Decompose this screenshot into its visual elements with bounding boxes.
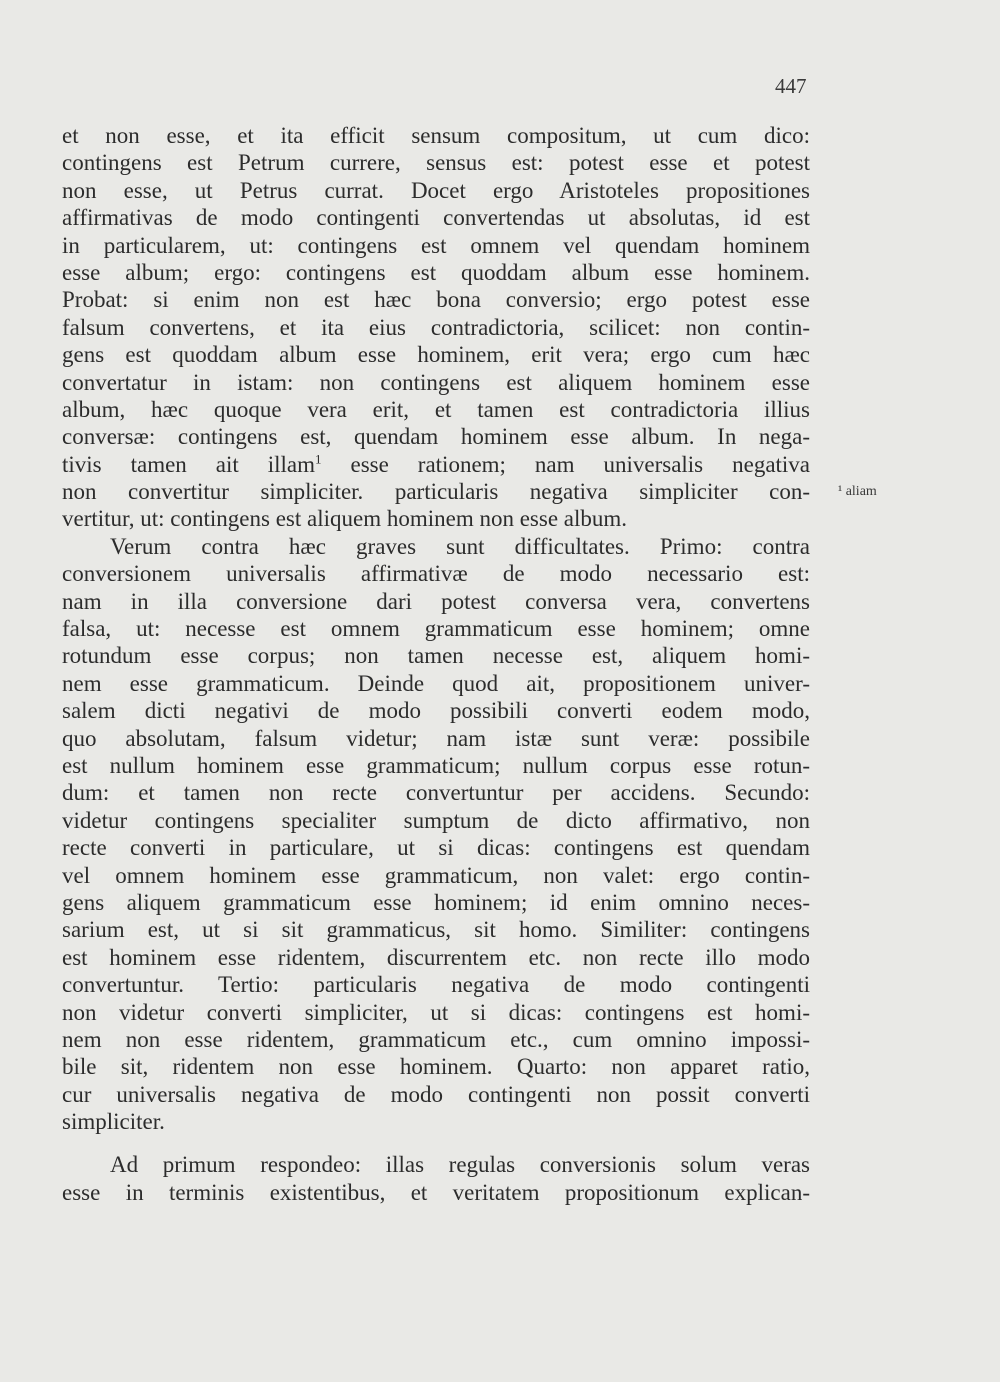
text-line: conversæ: contingens est, quendam hominem esse album. In nega- [62, 424, 810, 450]
text-segment: esse rationem; nam universalis negativa [350, 451, 811, 477]
text-line: recte converti in particulare, ut si dicas: contingens est quendam [62, 835, 810, 861]
text-line: Ad primum respondeo: illas regulas conversionis solum veras [110, 1152, 810, 1178]
text-line: simpliciter. [62, 1109, 165, 1135]
text-line: non videtur converti simpliciter, ut si dicas: contingens est homi- [62, 999, 810, 1025]
text-line: non esse, ut Petrus currat. Docet ergo Aristoteles propositiones [62, 177, 810, 203]
text-line: vertitur, ut: contingens est aliquem hominem non esse album. [62, 506, 628, 532]
text-line: nem non esse ridentem, grammaticum etc., cum omnino impossi- [62, 1026, 810, 1052]
text-line: rotundum esse corpus; non tamen necesse est, aliquem homi- [62, 643, 810, 669]
text-line: gens aliquem grammaticum esse hominem; id enim omnino neces- [62, 889, 810, 915]
body-text [62, 122, 810, 1206]
text-line: convertuntur. Tertio: particularis negativa de modo contingenti [62, 972, 810, 998]
text-line: nem esse grammaticum. Deinde quod ait, propositionem univer- [62, 670, 810, 696]
text-line: quo absolutam, falsum videtur; nam istæ sunt veræ: possibile [62, 725, 810, 751]
text-line: nam in illa conversione dari potest conversa vera, convertens [62, 588, 810, 614]
text-line: falsa, ut: necesse est omnem grammaticum esse hominem; omne [62, 616, 810, 642]
text-line: dum: et tamen non recte convertuntur per accidens. Secundo: [62, 780, 810, 806]
text-line: salem dicti negativi de modo possibili converti eodem modo, [62, 698, 810, 724]
text-segment: tivis tamen ait illam [62, 451, 316, 477]
text-line: contingens est Petrum currere, sensus est: potest esse et potest [62, 150, 810, 176]
text-line: et non esse, et ita efficit sensum compositum, ut cum dico: [62, 123, 810, 148]
text-line: conversionem universalis affirmativæ de modo necessario est: [62, 561, 810, 587]
text-line: esse in terminis existentibus, et veritatem propositionum explican- [62, 1179, 810, 1205]
text-line: est nullum hominem esse grammaticum; nullum corpus esse rotun- [62, 752, 810, 778]
text-line: bile sit, ridentem non esse hominem. Quarto: non apparet ratio, [62, 1054, 810, 1080]
text-line: vel omnem hominem esse grammaticum, non valet: ergo contin- [62, 862, 810, 888]
text-line: Verum contra hæc graves sunt difficultates. Primo: contra [110, 533, 810, 559]
text-line: falsum convertens, et ita eius contradictoria, scilicet: non contin- [62, 314, 810, 340]
footnote-reference: 1 [315, 451, 322, 467]
text-line: non convertitur simpliciter. particularis negativa simpliciter con- [62, 479, 810, 505]
text-line: Probat: si enim non est hæc bona conversio; ergo potest esse [62, 287, 810, 313]
text-line: gens est quoddam album esse hominem, erit vera; ergo cum hæc [62, 342, 810, 368]
text-line: convertatur in istam: non contingens est aliquem hominem esse [62, 369, 810, 395]
text-line: affirmativas de modo contingenti convertendas ut absolutas, id est [62, 205, 810, 231]
text-line: sarium est, ut si sit grammaticus, sit homo. Similiter: contingens [62, 917, 810, 943]
text-line: videtur contingens specialiter sumptum de dicto affirmativo, non [62, 807, 810, 833]
page-number: 447 [775, 74, 807, 98]
margin-footnote: ¹ aliam [838, 484, 877, 499]
text-line: est hominem esse ridentem, discurrentem etc. non recte illo modo [62, 944, 810, 970]
text-line-with-footnote [62, 451, 810, 478]
text-line: album, hæc quoque vera erit, et tamen est contradictoria illius [62, 396, 810, 422]
text-line: in particularem, ut: contingens est omnem vel quendam hominem [62, 232, 810, 258]
text-line: esse album; ergo: contingens est quoddam album esse hominem. [62, 259, 810, 285]
text-line: cur universalis negativa de modo contingenti non possit converti [62, 1081, 810, 1107]
